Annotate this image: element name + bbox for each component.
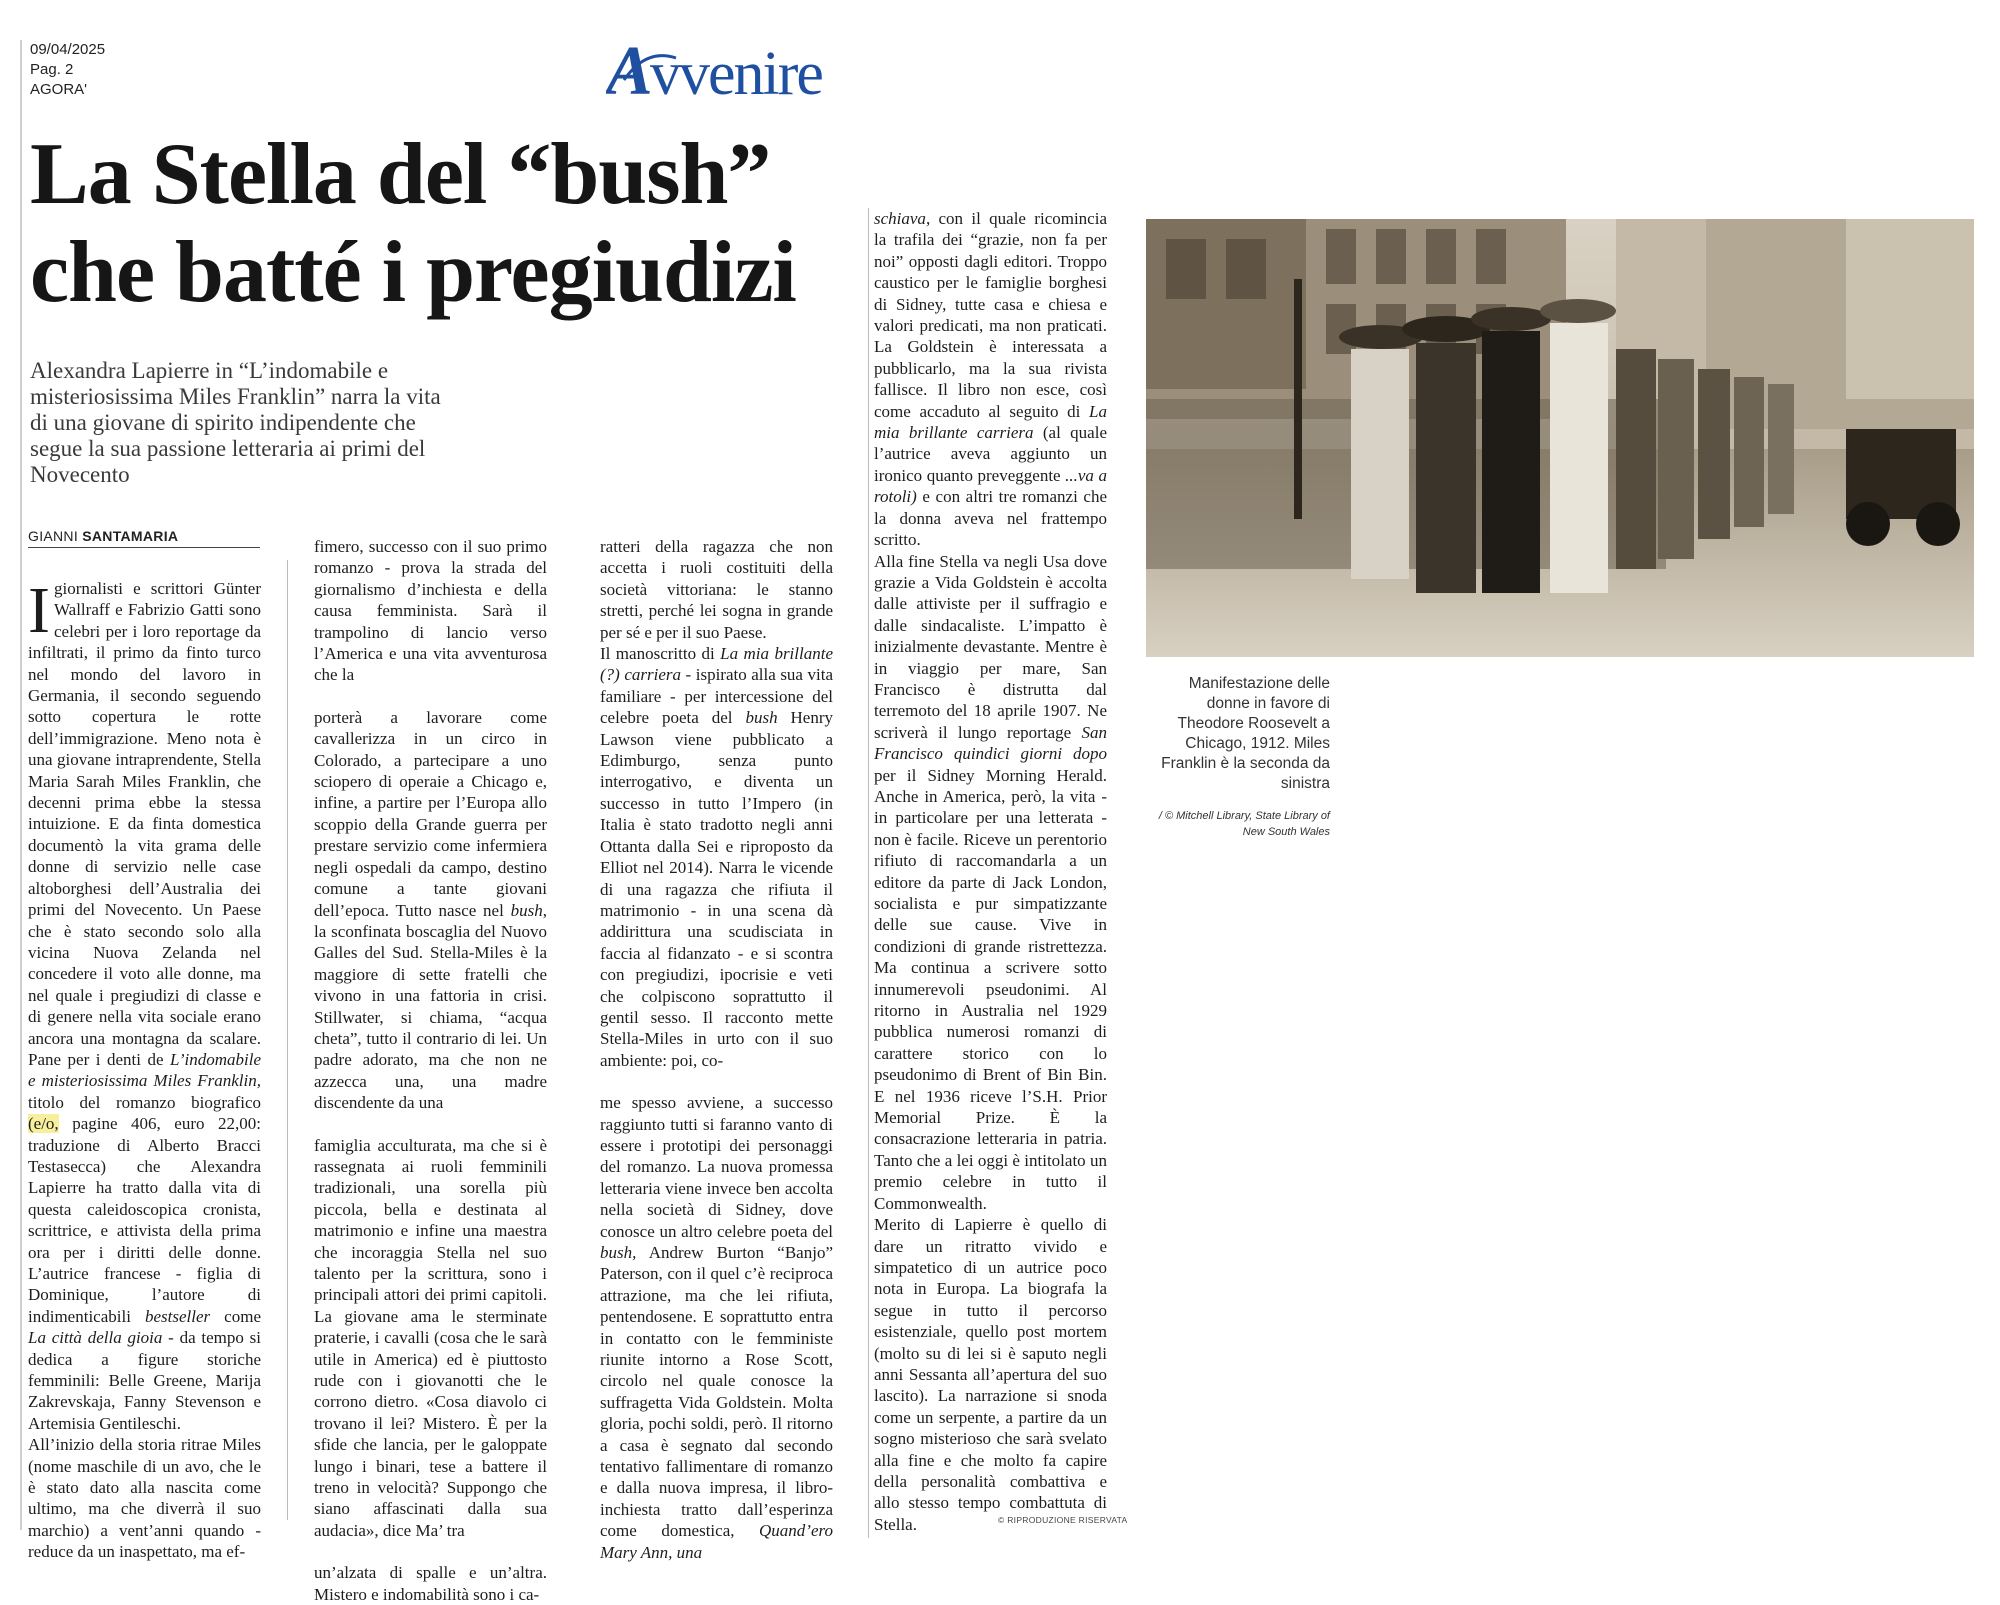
paragraph: porterà a lavorare come cavallerizza in un circo in Colorado, a partecipare a uno sciopero di operaie a Chicago e, infine, a partire per l’Europa allo scoppio della Grande guerra per prestare servizio come infermiera negli ospedali da campo, destino comune a tante giovani dell’epoca. Tutto nasce nel bush, la sconfinata boscaglia del Nuovo Galles del Sud. Stella-Miles è la maggiore di sette fratelli che vivono in una fattoria in crisi. Stillwater, si chiama, “acqua cheta”, tutto il contrario di lei. Un padre adorato, ma che non ne azzecca una, una madre discendente da una <box>314 707 547 1113</box>
page-number: Pag. 2 <box>30 61 74 78</box>
photo-credit: / © Mitchell Library, State Library of New South Wales <box>1158 810 1330 838</box>
article-column-2 <box>314 536 547 1605</box>
photo-caption: Manifestazione delle donne in favore di Theodore Roosevelt a Chicago, 1912. Miles Franklin è la seconda da sinistra <box>1161 675 1330 792</box>
article-column-3 <box>600 536 833 1563</box>
title-line-2: che batté i pregiudizi <box>30 224 796 321</box>
left-margin-rule <box>20 40 22 1530</box>
paragraph: fimero, successo con il suo primo romanzo - prova la strada del giornalismo d’inchiesta e della causa femminista. Sarà il trampolino di lancio verso l’America e una vita avventurosa che la <box>314 537 547 685</box>
article-title <box>30 126 870 322</box>
paragraph: All’inizio della storia ritrae Miles (nome maschile di un avo, che le è stato dato alla nascita come ultimo, ma che diverrà il suo marchio) a vent’anni quando - reduce da un inaspettato, ma ef- <box>28 1435 261 1562</box>
section-name: AGORA' <box>30 81 88 98</box>
author-first-name: GIANNI <box>28 528 79 544</box>
highlighted-publisher: (e/o, <box>28 1114 59 1134</box>
paragraph: schiava, con il quale ricomincia la trafila dei “grazie, non fa per noi” opposti dagli editori. Troppo caustico per le famiglie borghesi di Sidney, tutte casa e chiesa e valori predicati, ma non praticati. La Goldstein è interessata a pubblicarlo, ma la sua rivista fallisce. Il libro non esce, così come accaduto al seguito di La mia brillante carriera (al quale l’autrice aveva aggiunto un ironico quanto preveggente ...va a rotoli) e con altri tre romanzi che la donna aveva nel frattempo scritto. <box>874 209 1107 550</box>
paragraph: Merito di Lapierre è quello di dare un ritratto vivido e simpatetico di un autrice poco nota in Europa. La biografa la segue in tutto il percorso esistenziale, quello post mortem (molto su di lei si è saputo negli anni Sessanta all’apertura del suo lascito). La narrazione si snoda come un serpente, a partire da un sogno misterioso che sarà svelato alla fine e che molto fa capire della personalità combattiva e allo stesso tempo combattuta di Stella. <box>874 1215 1107 1534</box>
title-line-1: La Stella del “bush” <box>30 126 771 223</box>
paragraph: Il manoscritto di La mia brillante (?) carriera - ispirato alla sua vita familiare - per intercessione del celebre poeta del bush Henry Lawson viene pubblicato a Edimburgo, senza punto interrogativo, e diventa un successo in tutto l’Impero (in Italia è stato tradotto negli anni Ottanta dalla Sei e riproposto da Elliot nel 2014). Narra le vicende di una ragazza che rifiuta il matrimonio - in una scena dà addirittura una scudisciata in faccia al fidanzato - e si scontra con pregiudizi, ipocrisie e veti che colpiscono soprattutto il gentil sesso. Il racconto mette Stella-Miles in urto con il suo ambiente: poi, co- <box>600 644 834 1070</box>
paragraph: famiglia acculturata, ma che si è rassegnata ai ruoli femminili tradizionali, una sorella più piccola, bella e destinata al matrimonio e infine una maestra che incoraggia Stella nel suo talento per la scrittura, sono i principali attori dei primi capitoli. La giovane ama le sterminate praterie, i cavalli (cosa che le sarà utile in America) ed è piuttosto rude con i giovanotti che le corrono dietro. «Cosa diavolo ci trovano il lei? Mistero. È per la sfide che lancia, per le galoppate lungo i binari, tese a battere il treno in velocità? Suppongo che siano affascinati dalla sua audacia», dice Ma’ tra <box>314 1135 547 1540</box>
paragraph: Alla fine Stella va negli Usa dove grazie a Vida Goldstein è accolta dalle attiviste per il suffragio e dalle sindacaliste. L’impatto è inizialmente devastante. Mentre è in viaggio per mare, San Francisco è distrutta dal terremoto del 18 aprile 1907. Ne scriverà il lungo reportage San Francisco quindici giorni dopo per il Sidney Morning Herald. Anche in America, però, la vita - in particolare per una letterata - non è facile. Riceve un perentorio rifiuto di raccomandarla a un editore da parte di Jack London, socialista e pur simpatizzante delle sue cause. Vive in condizioni di grande ristrettezza. Ma continua a scrivere sotto innumerevoli pseudonimi. Al ritorno in Australia nel 1929 pubblica numerosi romanzi di carattere storico con lo pseudonimo di Brent of Bin Bin. E nel 1936 riceve l’S.H. Prior Memorial Prize. È la consacrazione letteraria in patria. Tanto che a lei oggi è intitolato un premio celebre in tutto il Commonwealth. <box>874 551 1107 1213</box>
column-divider <box>868 208 869 1538</box>
author-last-name: SANTAMARIA <box>82 528 179 544</box>
article-subtitle: Alexandra Lapierre in “L’indomabile e misteriosissima Miles Franklin” narra la vita di una giovane di spirito indipendente che segue la sua passione letteraria ai primi del Novecento <box>30 358 441 487</box>
article-column-1 <box>28 574 261 1563</box>
svg-text:vvenire: vvenire <box>650 40 822 108</box>
column-divider <box>287 560 288 1520</box>
page-meta <box>30 40 105 100</box>
byline-rule <box>28 547 260 548</box>
byline <box>28 528 178 544</box>
paragraph: me spesso avviene, a successo raggiunto tutti si faranno vanto di essere i prototipi dei personaggi del romanzo. La nuova promessa letteraria viene invece ben accolta nella società di Sidney, dove conosce un altro celebre poeta del bush, Andrew Burton “Banjo” Paterson, con il quel c’è reciproca attrazione, ma che lei rifiuta, pentendosene. E soprattutto entra in contatto con le femministe riunite intorno a Rose Scott, circolo nel quale conosce la suffragetta Vida Goldstein. Molta gloria, pochi soldi, però. Il ritorno a casa è segnato dal secondo tentativo fallimentare di romanzo e dalla nuova impresa, il libro-inchiesta tratto dall’esperinza come domestica, Quand’ero Mary Ann, una <box>600 1093 833 1562</box>
drop-cap: I <box>28 574 50 647</box>
article-column-4 <box>874 208 1107 1535</box>
svg-text:A: A <box>606 33 653 110</box>
copyright-notice: © RIPRODUZIONE RISERVATA <box>998 1515 1128 1525</box>
paragraph: I giornalisti e scrittori Günter Wallraff e Fabrizio Gatti sono celebri per i loro reportage da infiltrati, il primo da finto turco nel mondo del lavoro in Germania, il secondo seguendo sotto copertura le rotte dell’immigrazione. Meno nota è una giovane intraprendente, Stella Maria Sarah Miles Franklin, che decenni prima ebbe la stessa intuizione. E da finta domestica documentò la vita grama delle donne di servizio nelle case altoborghesi dell’Australia dei primi del Novecento. Un Paese che è stato secondo solo alla vicina Nuova Zelanda nel concedere il voto alle donne, ma nel quale i pregiudizi di classe e di genere nella vita sociale erano ancora una montagna da scalare. Pane per i denti de L’indomabile e misteriosissima Miles Franklin, titolo del romanzo biografico (e/o, pagine 406, euro 22,00: traduzione di Alberto Bracci Testasecca) che Alexandra Lapierre ha tratto dalla vita di questa caleidoscopica cronista, scrittrice, e attivista della prima ora per i diritti delle donne. L’autrice francese - figlia di Dominique, l’autore di indimenticabili bestseller come La città della gioia - da tempo si dedica a figure storiche femminili: Belle Greene, Marija Zakrevskaja, Fanny Stevenson e Artemisia Gentileschi. <box>28 574 261 1433</box>
issue-date: 09/04/2025 <box>30 41 106 58</box>
paragraph: un’alzata di spalle e un’altra. Mistero e indomabilità sono i ca- <box>314 1563 547 1604</box>
article-photo <box>1146 219 1974 657</box>
paragraph: ratteri della ragazza che non accetta i ruoli costituiti della società vittoriana: le stanno stretti, perché lei sogna in grande per sé e per il suo Paese. <box>600 537 833 642</box>
avvenire-logo <box>606 30 852 110</box>
